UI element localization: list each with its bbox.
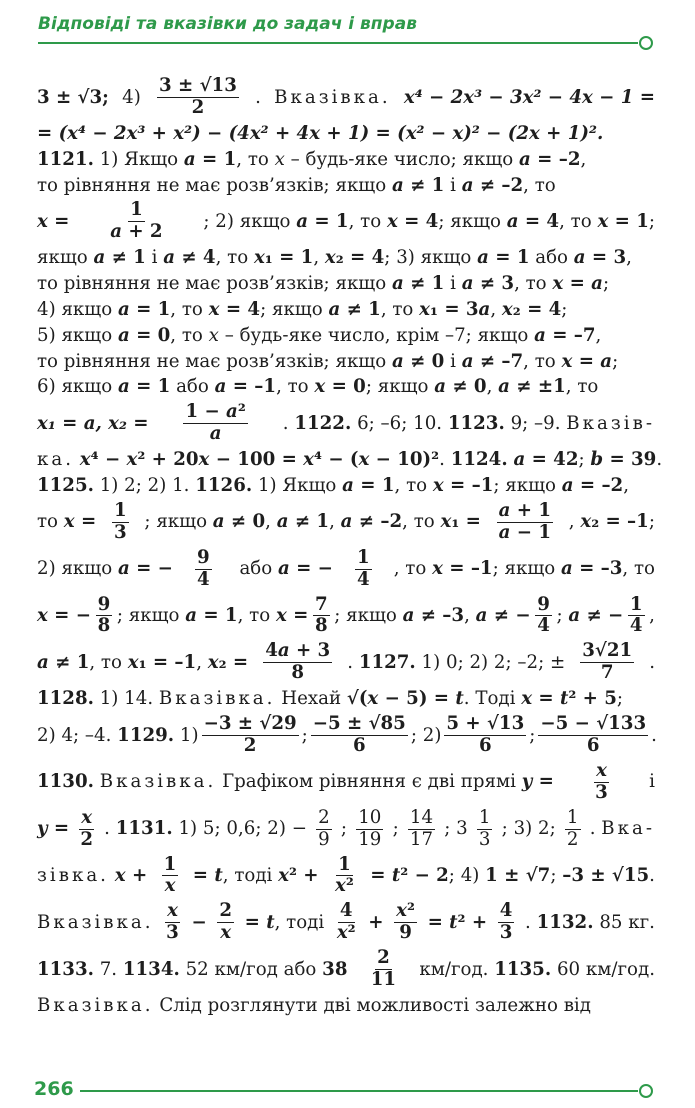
text-line-16: 2) якщо a = − $\frac{9}{4}$ або a = − $\frac{1}{4}$ , то x = –1 ; якщо a = –3 , то [37,546,655,590]
text-line-3: 1121. 1) Якщо a = 1 , то x – будь-яке число; якщо a = –2 , [37,148,587,170]
text-line-7: то рівняння не має розв’язків; якщо a ≠ 1 і a ≠ 3 , то x = a ; [37,273,610,295]
text-line-13: ка. x⁴ − x² + 20x − 100 = x⁴ − (x − 10)² . 1124. a = 42 ; b = 39 . [37,449,663,471]
text-line-6: якщо a ≠ 1 і a ≠ 4 , то x₁ = 1 , x₂ = 4 ; 3) якщо a = 1 або a = 3 , [37,247,632,269]
answer-text [37,75,663,1021]
text-line-10: то рівняння не має розв’язків; якщо a ≠ 0 і a ≠ –7 , то x = a ; [37,350,619,372]
page-number: 266 [34,1078,74,1100]
text-line-11: 6) якщо a = 1 або a = –1 , то x = 0 ; якщо a ≠ 0 , a ≠ ±1 , то [37,376,599,398]
text-line-15: то x = $\frac{1}{3}$ ; якщо a ≠ 0 , a ≠ 1 , a ≠ –2 , то x₁ = $\frac{a + 1}{a - 1}$ , x₂ = –1 ; [37,499,655,543]
text-line-19: 1128. 1) 14. Вказівка. Нехай √(x − 5) = t . Тоді x = t² + 5 ; [37,688,624,710]
text-line-9: 5) якщо a = 0 , то x – будь-яке число, крім –7; якщо a = –7 , [37,324,602,346]
text-line-20: 2) 4; –4. 1129. 1) $\frac{-3 \pm √29}{2}$ ; $\frac{-5 \pm √85}{6}$ ; 2) $\frac{5 + √13}{6}$ ; $\frac{-5 - √133}{6}$ . [37,713,657,756]
text-line-22: y = $\frac{x}{2}$ . 1131. 1) 5; 0,6; 2) − $\frac{2}{9}$ ; $\frac{10}{19}$ ; $\frac{14}{17}$ ; 3 $\frac{1}{3}$ ; 3) 2; $\frac{1}{2}$ . Вка- [37,806,655,850]
text-line-4: то рівняння не має розв’язків; якщо a ≠ 1 і a ≠ –2 , то [37,174,556,196]
text-line-12: x₁ = a, x₂ = $\frac{\text{1 − a²}}{a}$ . 1122. 6; –6; 10. 1123. 9; –9. Вказів- [37,401,655,445]
header-title: Відповіді та вказівки до задач і вправ [38,14,417,34]
text-line-14: 1125. 1) 2; 2) 1. 1126. 1) Якщо a = 1 , то x = –1 ; якщо a = –2 , [37,474,629,496]
text-line-5: x = $\frac{1}{a + 2}$ ; 2) якщо a = 1 , то x = 4 ; якщо a = 4 , то x = 1 ; [37,199,655,243]
header-rule [38,42,638,44]
text-line-1: 3 ± √3; 4) $\frac{3 \pm √13}{2}$ . Вказівка. x⁴ − 2x³ − 3x² − 4x − 1 = [37,75,655,118]
text-line-23: зівка. x + $\frac{1}{x}$ = t , тоді x² + $\frac{1}{\text{x²}}$ = t² − 2 ; 4) 1 ± √7 ; –3 ± √15 . [37,853,655,897]
text-line-21: 1130. Вказівка. Графіком рівняння є дві прямі y = $\frac{x}{3}$ і [37,759,655,803]
text-line-24: Вказівка. $\frac{x}{3}$ − $\frac{2}{x}$ = t , тоді $\frac{4}{\text{x²}}$ + $\frac{\text{x²}}{9}$ = t² + $\frac{4}{3}$ . 1132. 85 кг. [37,900,655,944]
text-line-26: Вказівка. Слід розглянути дві можливості залежно від [37,995,591,1017]
text-line-18: a ≠ 1 , то x₁ = –1 , x₂ = $\frac{4a + 3}{8}$ . 1127. 1) 0; 2) 2; –2; ± $\frac{3√21}{7}$ . [37,640,655,684]
text-line-8: 4) якщо a = 1 , то x = 4 ; якщо a ≠ 1 , то x₁ = 3a , x₂ = 4 ; [37,298,568,320]
header-circle-icon [639,36,653,50]
footer-circle-icon [639,1084,653,1098]
text-line-2: = (x⁴ − 2x³ + x²) − (4x² + 4x + 1) = (x² − x)² − (2x + 1)². [37,122,604,144]
text-line-17: x = − $\frac{9}{8}$ ; якщо a = 1 , то x = $\frac{7}{8}$ ; якщо a ≠ –3 , a ≠ − $\frac{9}{4}$ ; a ≠ − $\frac{1}{4}$ , [37,593,655,637]
footer-rule [80,1090,638,1092]
text-line-25: 1133. 7. 1134. 52 км/год або 38 $\frac{2}{11}$ км/год. 1135. 60 км/год. [37,947,655,991]
